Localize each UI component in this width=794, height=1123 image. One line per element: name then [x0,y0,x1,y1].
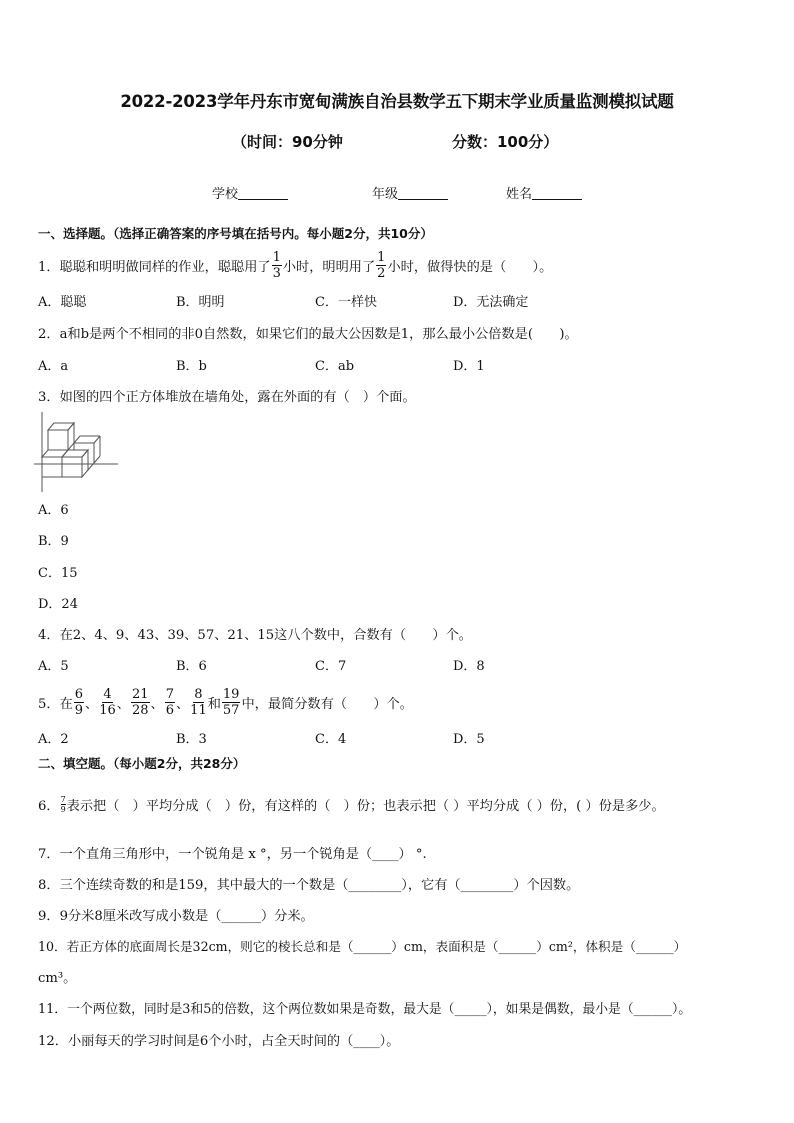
grade-field[interactable] [372,183,448,202]
question-1 [38,250,553,282]
question-10-line-2: cm³。 [38,971,77,986]
q6-text: 表示把（ ）平均分成（ ）份，有这样的（ ）份；也表示把（ ）平均分成（ ）份，( ）份是多少。 [66,799,665,814]
q5-option-d[interactable]: D．5 [453,732,485,747]
school-label: 学校 [212,187,239,202]
q1-text-2: 小时，明明用了 [282,260,376,275]
q1-f2-denominator: 2 [377,266,386,281]
exam-time: （时间：90分钟 [232,133,343,151]
q6-numerator: 7 [60,794,66,804]
question-7: 7．一个直角三角形中，一个锐角是 x °，另一个锐角是（____） °. [38,847,427,862]
q1-text-3: 小时，做得快的是（ ）。 [387,260,553,275]
q5-f2-denominator: 16 [99,703,116,718]
question-8: 8．三个连续奇数的和是159，其中最大的一个数是（________），它有（________）个因数。 [38,878,580,893]
name-field[interactable] [506,183,582,202]
q5-f1-denominator: 9 [74,703,84,718]
question-9: 9．9分米8厘米改写成小数是（______）分米。 [38,909,314,924]
q2-option-b[interactable]: B．b [176,359,207,374]
q5-option-b[interactable]: B．3 [176,732,207,747]
q1-option-d[interactable]: D．无法确定 [453,295,529,310]
school-field[interactable] [212,183,288,202]
q5-suffix: 中，最简分数有（ ）个。 [241,697,413,712]
q4-option-b[interactable]: B．6 [176,659,207,674]
q3-option-c[interactable]: C．15 [38,566,78,581]
q5-fraction-2 [99,688,116,717]
q3-option-d[interactable]: D．24 [38,597,78,612]
q5-f5-denominator: 11 [190,703,207,718]
q5-separator: 、 [150,697,164,712]
section-2-heading: 二、填空题。（每小题2分，共28分） [38,756,246,771]
q5-fraction-5 [190,688,207,717]
q1-text-1: 1．聪聪和明明做同样的作业，聪聪用了 [38,260,271,275]
section-1-heading: 一、选择题。（选择正确答案的序号填在括号内。每小题2分，共10分） [38,226,433,241]
q5-f3-denominator: 28 [131,703,149,718]
exam-score: 分数：100分） [452,133,559,151]
q5-f5-numerator: 8 [194,687,203,702]
q1-option-c[interactable]: C．一样快 [315,295,377,310]
q1-fraction-1 [272,251,282,280]
q1-f1-numerator: 1 [272,250,281,265]
grade-blank[interactable] [398,186,448,200]
q5-f4-denominator: 6 [165,703,174,718]
q5-fraction-6 [222,688,241,717]
question-10-line-1: 10．若正方体的底面周长是32cm，则它的棱长总和是（______）cm，表面积是（______）cm²，体积是（______） [38,939,687,954]
q5-and: 和 [207,697,221,712]
question-3: 3．如图的四个正方体堆放在墙角处，露在外面的有（ ）个面。 [38,390,416,405]
q4-option-d[interactable]: D．8 [453,659,485,674]
question-12: 12．小丽每天的学习时间是6个小时，占全天时间的（____）。 [38,1034,400,1049]
q5-f1-numerator: 6 [74,687,84,702]
q5-fraction-1 [74,688,84,717]
question-2: 2．a和b是两个不相同的非0自然数，如果它们的最大公因数是1，那么最小公倍数是( )。 [38,327,578,342]
q5-option-c[interactable]: C．4 [315,732,347,747]
question-5 [38,687,413,719]
name-blank[interactable] [532,186,582,200]
q5-f3-numerator: 21 [131,687,149,702]
q2-option-d[interactable]: D．1 [453,359,485,374]
q2-option-c[interactable]: C．ab [315,359,355,374]
q5-fraction-3 [131,688,150,717]
school-blank[interactable] [238,186,288,200]
q1-option-a[interactable]: A．聪聪 [38,295,87,310]
q6-denominator: 9 [60,804,66,814]
q5-f6-denominator: 57 [222,703,240,718]
q5-f2-numerator: 4 [103,687,112,702]
q4-option-c[interactable]: C．7 [315,659,347,674]
q5-fraction-4 [165,688,175,717]
q6-fraction [61,796,66,814]
q3-option-b[interactable]: B．9 [38,534,69,549]
q4-option-a[interactable]: A．5 [38,659,69,674]
question-11: 11．一个两位数，同时是3和5的倍数，这个两位数如果是奇数，最大是（_____），如果是偶数，最小是（______）。 [38,1002,692,1017]
q1-fraction-2 [376,251,386,280]
q5-separator: 、 [116,697,130,712]
q5-f6-numerator: 19 [222,687,240,702]
q5-separator: 、 [85,697,99,712]
name-label: 姓名 [506,187,533,202]
q2-option-a[interactable]: A．a [38,359,69,374]
q3-option-a[interactable]: A．6 [38,503,69,518]
q6-prefix: 6． [38,799,60,814]
q1-f1-denominator: 3 [272,266,281,281]
grade-label: 年级 [372,187,399,202]
question-4: 4．在2、4、9、43、39、57、21、15这八个数中，合数有（ ）个。 [38,628,472,643]
q5-separator: 、 [175,697,190,712]
page-title: 2022-2023学年丹东市宽甸满族自治县数学五下期末学业质量监测模拟试题 [120,92,674,111]
stacked-cubes-figure [34,412,118,492]
question-6 [38,795,665,816]
q5-prefix: 5．在 [38,697,73,712]
q5-f4-numerator: 7 [165,687,174,702]
q1-option-b[interactable]: B．明明 [176,295,225,310]
q5-option-a[interactable]: A．2 [38,732,69,747]
q1-f2-numerator: 1 [377,250,386,265]
